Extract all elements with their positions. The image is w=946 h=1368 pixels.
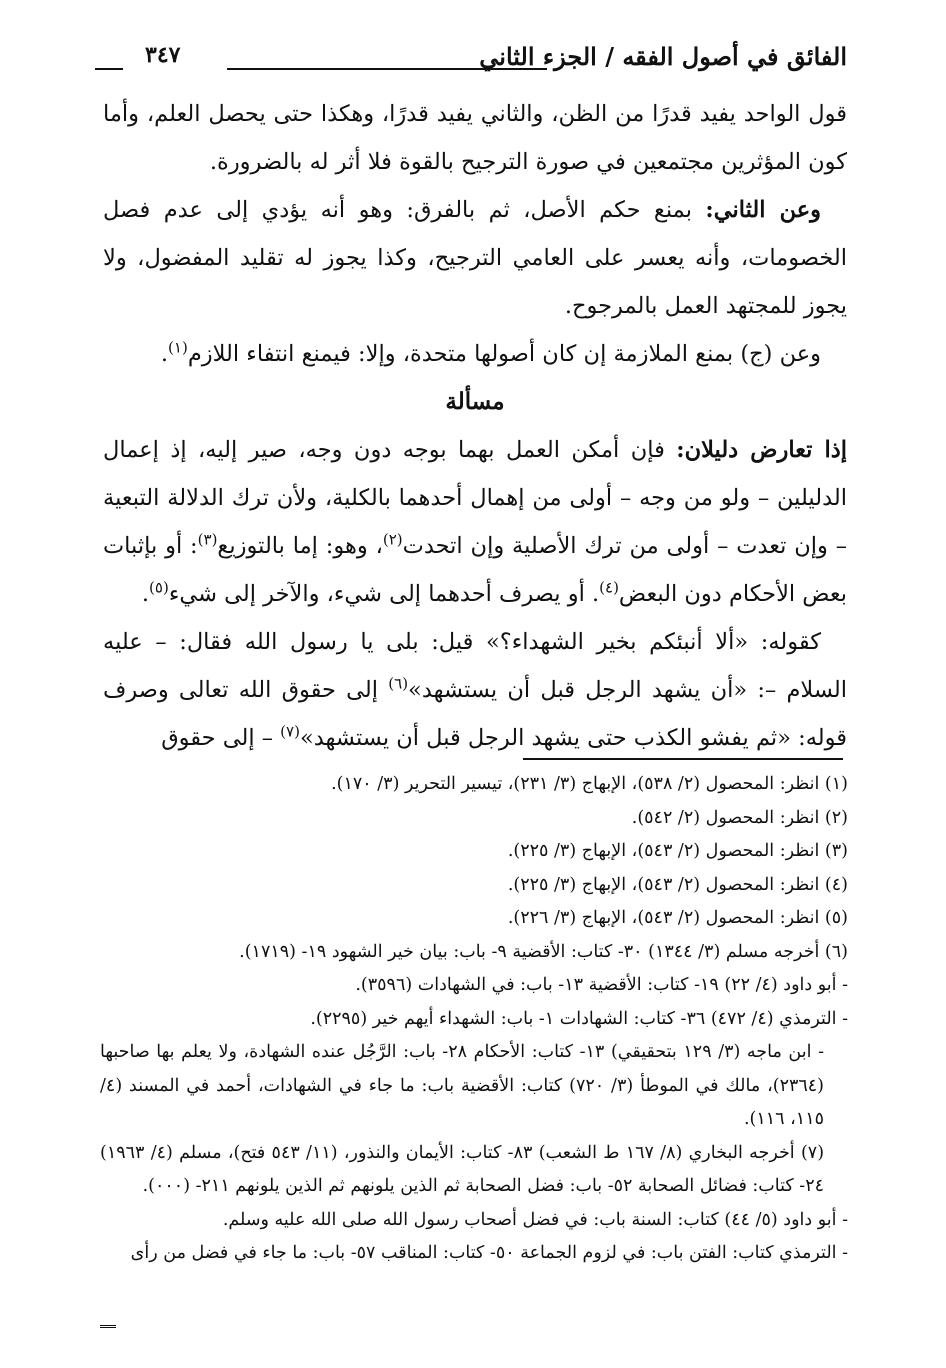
running-head-rule <box>227 68 547 70</box>
footnotes <box>100 768 848 1271</box>
paragraph-5-text-c: – إلى حقوق <box>161 725 281 751</box>
continuation-mark <box>100 1325 116 1328</box>
paragraph-2-lead: وعن الثاني: <box>705 197 821 223</box>
running-head <box>95 42 847 82</box>
paragraph-1: قول الواحد يفيد قدرًا من الظن، والثاني يفيد قدرًا، وهكذا حتى يحصل العلم، وأما كون المؤثرين مجتمعين في صورة الترجيح بالقوة فلا أثر له بالضرورة. <box>103 101 847 175</box>
paragraph-4-lead: إذا تعارض دليلان: <box>676 437 847 463</box>
running-head-title: الفائق في أصول الفقه / الجزء الثاني <box>479 42 847 71</box>
paragraph-4-text-b: ، وهو: إما بالتوزيع <box>217 533 383 559</box>
page-number: ٣٤٧ <box>145 42 181 68</box>
footnote-ref-6[interactable]: (٦) <box>388 674 409 693</box>
footnote-5: (٥) انظر: المحصول (٢/ ٥٤٣)، الإبهاج (٣/ ٢٢٦). <box>507 908 848 928</box>
paragraph-3-text: وعن (ج) بمنع الملازمة إن كان أصولها متحدة، وإلا: فيمنع انتفاء اللازم <box>187 341 821 367</box>
footnote-ref-1[interactable]: (١) <box>168 338 188 357</box>
paragraph-4-text-d: . أو يصرف أحدهما إلى شيء، والآخر إلى شيء <box>168 581 600 607</box>
paragraph-5-text-b: إلى حقوق الله تعالى وصرف قوله: «ثم يفشو الكذب حتى يشهد الرجل قبل أن يستشهد» <box>103 677 847 751</box>
footnote-ref-4[interactable]: (٤) <box>599 578 619 597</box>
paragraph-4-text-c: : أو بإثبات بعض الأحكام دون البعض <box>103 533 847 607</box>
paragraph-4-text-e: . <box>141 581 150 607</box>
footnote-6-abu-dawud: - أبو داود (٤/ ٢٢) ١٩- كتاب: الأقضية ١٣- باب: في الشهادات (٣٥٩٦). <box>355 975 848 995</box>
footnote-ref-2[interactable]: (٢) <box>382 530 403 549</box>
paragraph-2-text: بمنع حكم الأصل، ثم بالفرق: وهو أنه يؤدي إلى عدم فصل الخصومات، وأنه يعسر على العامي الترجيح، وكذا يجوز له تقليد المفضول، ولا يجوز للمجتهد العمل بالمرجوح. <box>103 197 848 319</box>
paragraph-5 <box>103 618 847 762</box>
paragraph-3-end: . <box>160 341 169 367</box>
running-head-leader <box>95 68 123 70</box>
paragraph-4 <box>103 426 847 618</box>
section-heading: مسألة <box>445 388 505 415</box>
paragraph-5-text-a: كقوله: «ألا أنبئكم بخير الشهداء؟» قيل: بلى يا رسول الله فقال: – عليه السلام –: «أن يشهد الرجل قبل أن يستشهد» <box>103 629 847 703</box>
paragraph-2 <box>103 186 847 330</box>
paragraph-4-text-a: فإن أمكن العمل بهما بوجه دون وجه، صير إليه، إذ إعمال الدليلين – ولو من وجه – أولى من إهمال أحدهما بالكلية، ولأن ترك الدلالة التبعية – وإن تعدت – أولى من ترك الأصلية وإن اتحدت <box>103 437 847 559</box>
footnote-separator <box>523 758 843 760</box>
footnote-3: (٣) انظر: المحصول (٢/ ٥٤٣)، الإبهاج (٣/ ٢٢٥). <box>507 841 848 861</box>
footnote-7: (٧) أخرجه البخاري (٨/ ١٦٧ ط الشعب) ٨٣- كتاب: الأيمان والنذور، (١١/ ٥٤٣ فتح)، مسلم (٤/ ١٩٦٣) ٢٤- كتاب: فضائل الصحابة ٥٢- باب: فضل الصحابة ثم الذين يلونهم ثم الذين يلونهم ٢١١- (٠٠٠). <box>100 1142 825 1196</box>
footnote-7-tirmidhi: - الترمذي كتاب: الفتن باب: في لزوم الجماعة ٥٠- كتاب: المناقب ٥٧- باب: ما جاء في فضل من رأى <box>130 1243 848 1263</box>
footnote-7-abu-dawud: - أبو داود (٥/ ٤٤) كتاب: السنة باب: في فضل أصحاب رسول الله صلى الله عليه وسلم. <box>222 1209 848 1230</box>
footnote-6-ibn-majah: - ابن ماجه (٣/ ١٢٩ بتحقيقي) ١٣- كتاب: الأحكام ٢٨- باب: الرَّجُل عنده الشهادة، ولا يعلم بها صاحبها (٢٣٦٤)، مالك في الموطأ (٣/ ٧٢٠) كتاب: الأقضية باب: ما جاء في الشهادات، أحمد في المسند (٤/ ١١٥، ١١٦). <box>100 1042 824 1129</box>
footnote-6: (٦) أخرجه مسلم (٣/ ١٣٤٤) ٣٠- كتاب: الأقضية ٩- باب: بيان خير الشهود ١٩- (١٧١٩). <box>239 941 848 962</box>
footnote-ref-7[interactable]: (٧) <box>280 722 300 741</box>
main-text <box>103 90 847 762</box>
paragraph-3 <box>103 330 847 378</box>
footnote-1: (١) انظر: المحصول (٢/ ٥٣٨)، الإبهاج (٣/ ٢٣١)، تيسير التحرير (٣/ ١٧٠). <box>331 774 848 794</box>
footnote-6-tirmidhi: - الترمذي (٤/ ٤٧٢) ٣٦- كتاب: الشهادات ١- باب: الشهداء أيهم خير (٢٢٩٥). <box>310 1008 848 1029</box>
footnote-4: (٤) انظر: المحصول (٢/ ٥٤٣)، الإبهاج (٣/ ٢٢٥). <box>507 874 848 895</box>
footnote-2: (٢) انظر: المحصول (٢/ ٥٤٢). <box>631 807 848 828</box>
footnote-ref-3[interactable]: (٣) <box>197 530 218 549</box>
footnote-ref-5[interactable]: (٥) <box>149 578 169 597</box>
